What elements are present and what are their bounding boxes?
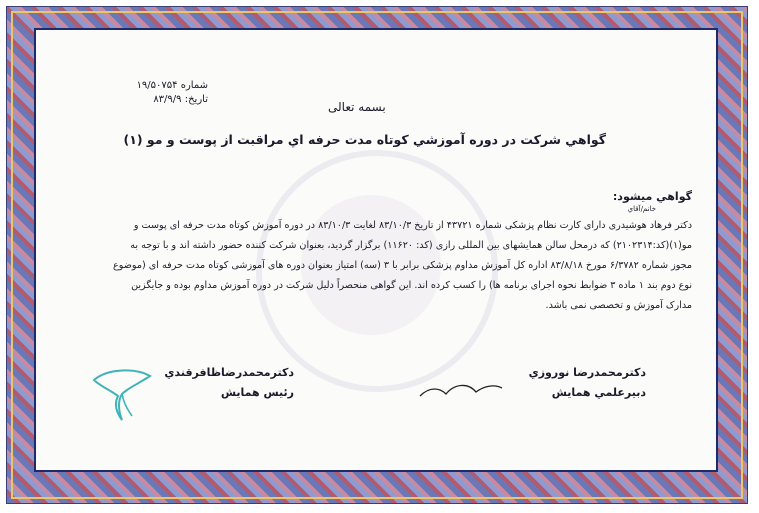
body-line-2: مو(۱)(کد:۲۱۰۲۳۱۴) که درمحل سالن همایشهای بین المللی رازی (کد: ۱۱۶۲۰) برگزار گردید، بعنوان شرکت کننده حضور داشته اند و با توجه به	[130, 240, 692, 251]
signature-right-role: دبيرعلمي همايش	[551, 386, 646, 399]
signature-right-name: دکترمحمدرضا نوروزي	[528, 366, 646, 379]
signature-left-name: دکترمحمدرضاظافرقندي	[164, 366, 294, 379]
certificate-date: تاریخ: ۸۳/۹/۹	[153, 94, 208, 105]
certificate-title: گواهي شركت در دوره آموزشي كوتاه مدت حرفه اي مراقبت از پوست و مو (۱)	[123, 132, 606, 147]
body-line-5: مدارک آموزش و تخصصی نمی باشد.	[545, 300, 692, 311]
salutation-note: خانم/آقاي	[627, 205, 656, 213]
invocation: بسمه تعالی	[328, 100, 386, 114]
body-line-3: مجوز شماره ۶/۳۷۸۲ مورخ ۸۳/۸/۱۸ اداره کل آموزش مداوم پزشکی برابر با ۳ (سه) امتیاز بعنوان دوره های آموزشی کوتاه مدت حرفه ای (موضوع	[113, 260, 692, 271]
certificate-page	[34, 28, 718, 472]
certify-heading: گواهي ميشود:	[612, 190, 692, 203]
body-line-4: نوع دوم بند ۱ ماده ۳ ضوابط نحوه اجرای برنامه ها) را کسب کرده اند. این گواهی منحصراً دلیل شرکت در دوره آموزش مداوم بوده و جایگزین	[131, 280, 692, 291]
certificate-number: شماره ۱۹/۵۰۷۵۴	[136, 80, 208, 91]
body-line-1: دکتر فرهاد هوشیدری دارای کارت نظام پزشکی شماره ۴۳۷۲۱ از تاریخ ۸۳/۱۰/۳ لغایت ۸۳/۱۰/۳ در دوره آموزش کوتاه مدت حرفه ای پوست و	[133, 220, 692, 231]
signature-left-role: رئيس همايش	[220, 386, 294, 399]
